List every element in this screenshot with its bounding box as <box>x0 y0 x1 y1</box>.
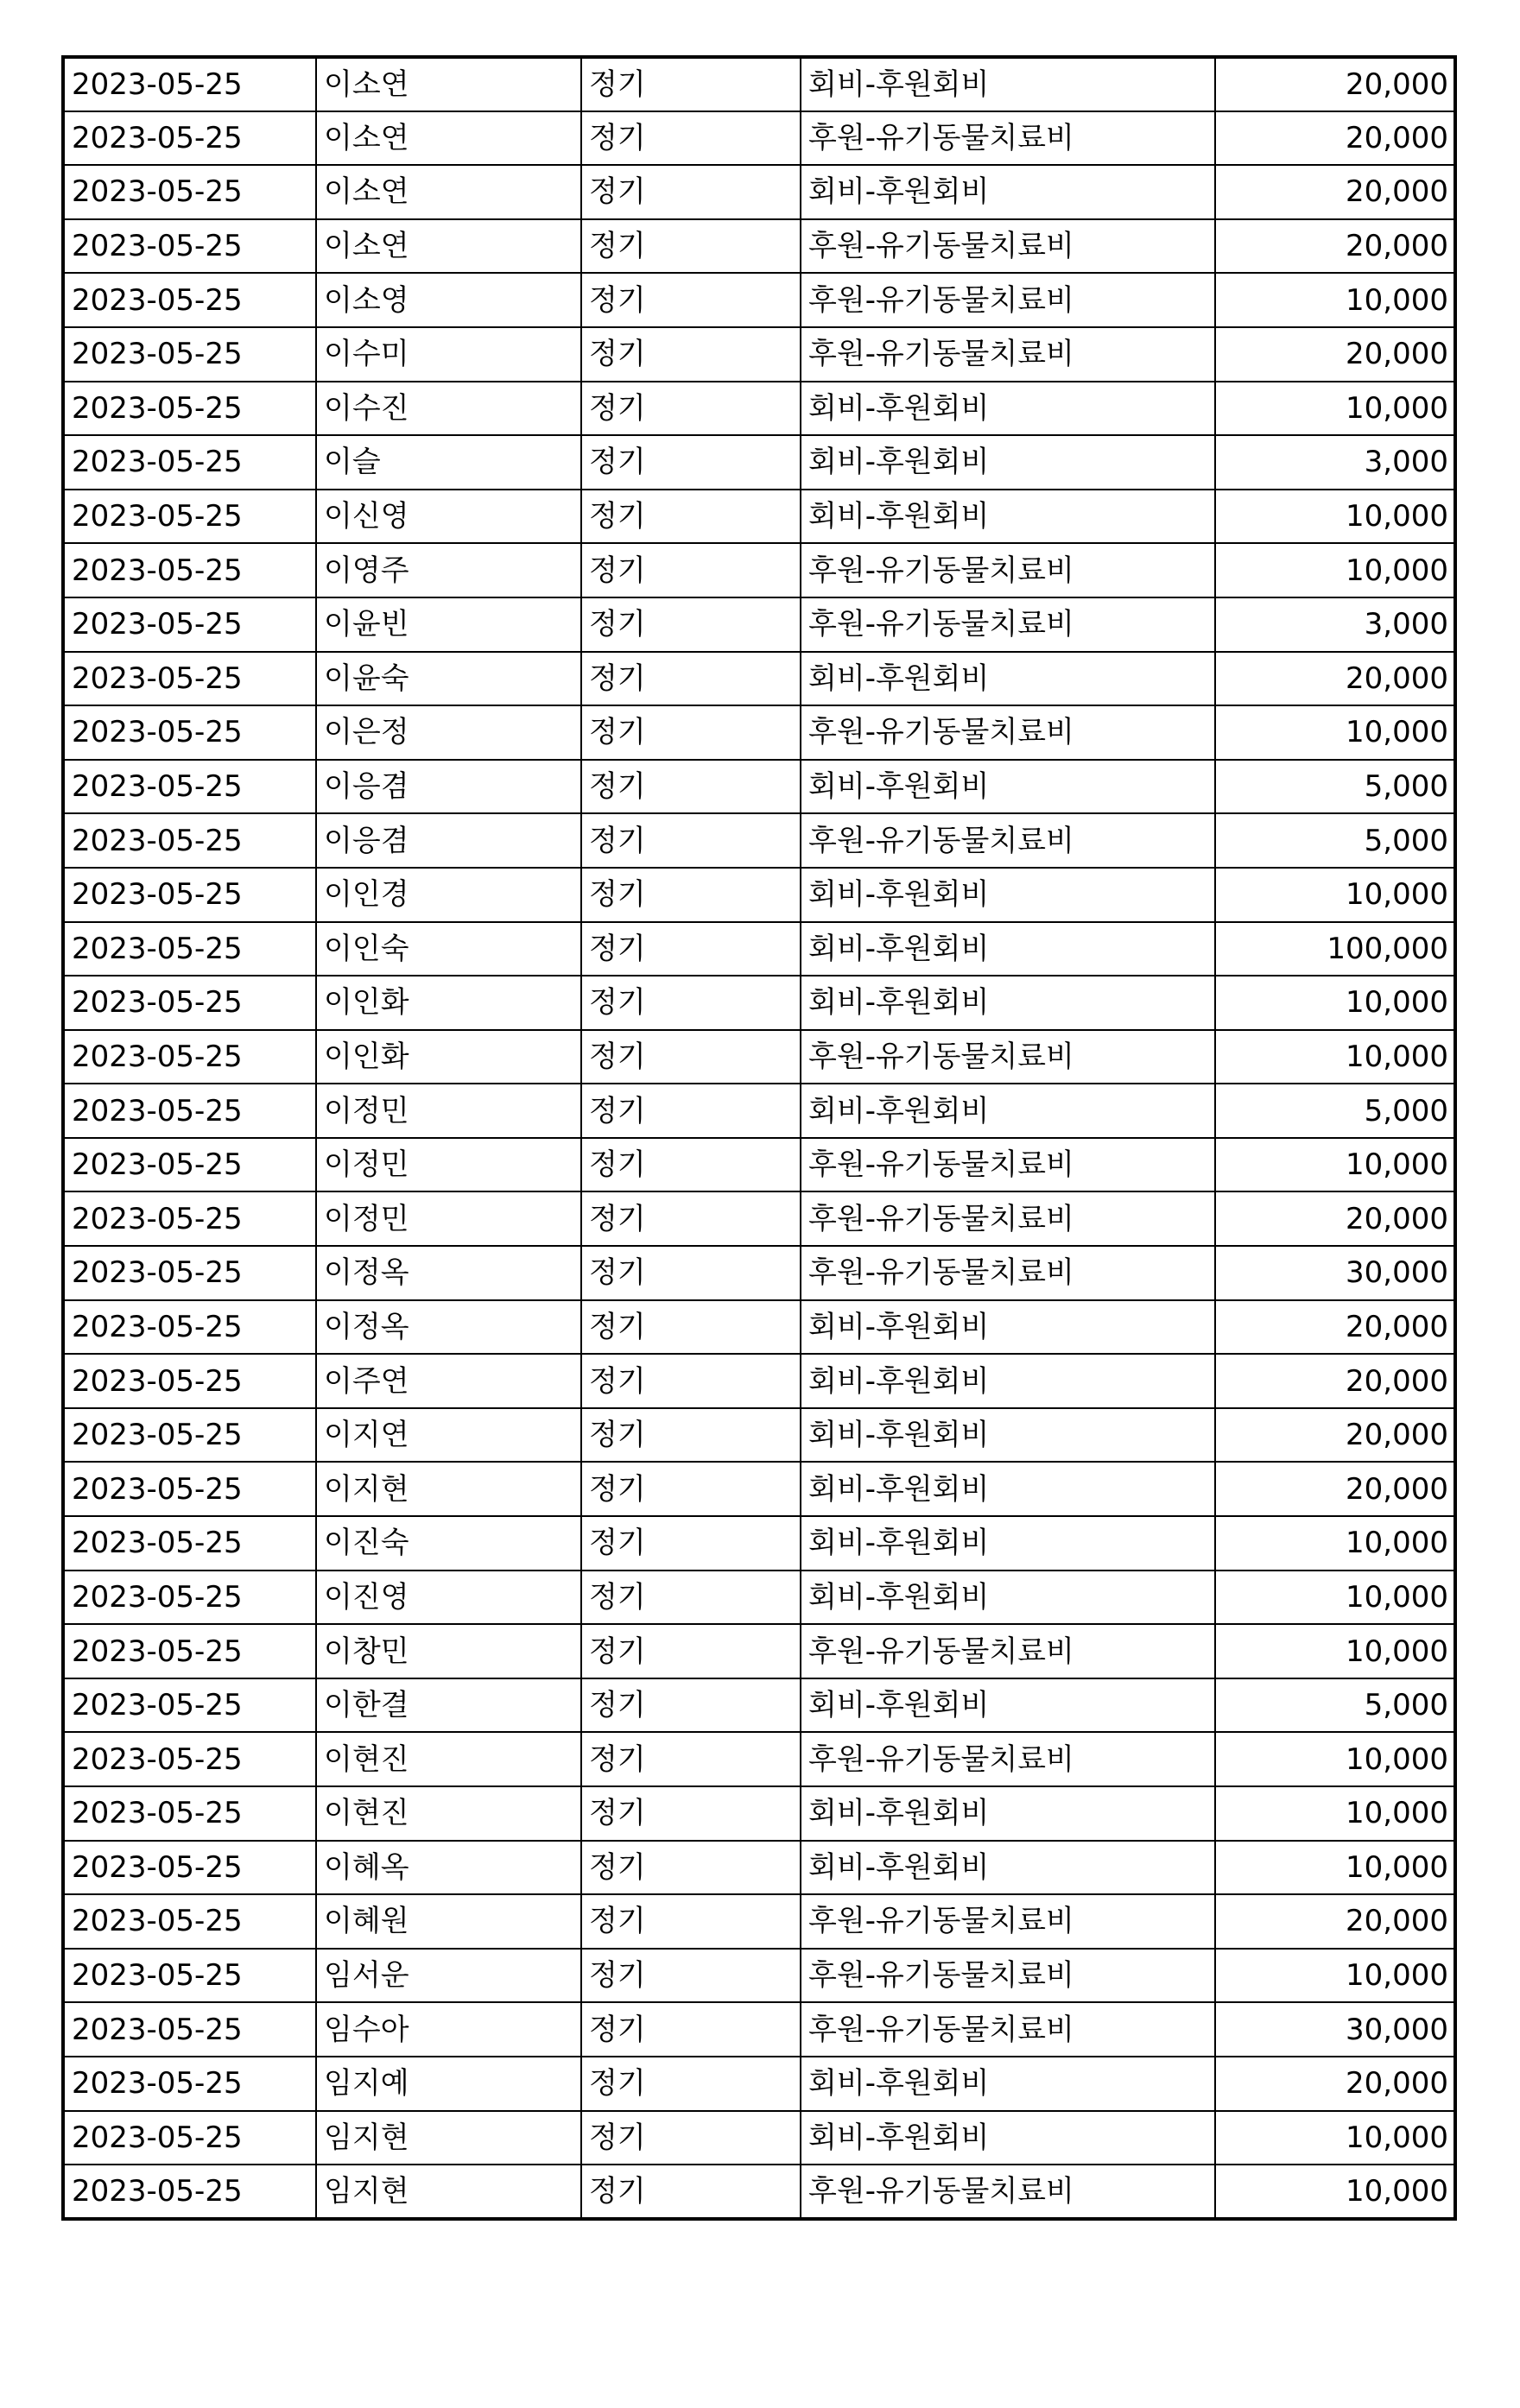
category-cell: 회비-후원회비 <box>801 1084 1215 1138</box>
table-row <box>63 1571 1455 1625</box>
table-row <box>63 1841 1455 1895</box>
date-cell: 2023-05-25 <box>63 597 316 652</box>
donor-name-cell: 임지현 <box>316 2165 581 2219</box>
amount-cell: 30,000 <box>1215 2002 1455 2057</box>
donation-type-cell: 정기 <box>581 760 801 814</box>
table-row <box>63 2111 1455 2165</box>
donor-name-cell: 임수아 <box>316 2002 581 2057</box>
donation-ledger-table <box>61 55 1457 2221</box>
category-cell: 후원-유기동물치료비 <box>801 273 1215 327</box>
category-cell: 회비-후원회비 <box>801 2057 1215 2111</box>
table-row <box>63 1246 1455 1300</box>
donor-name-cell: 이정민 <box>316 1084 581 1138</box>
donation-type-cell: 정기 <box>581 490 801 544</box>
category-cell: 후원-유기동물치료비 <box>801 1624 1215 1678</box>
table-row <box>63 1354 1455 1408</box>
date-cell: 2023-05-25 <box>63 165 316 219</box>
donor-name-cell: 이은정 <box>316 705 581 760</box>
donor-name-cell: 이소연 <box>316 111 581 166</box>
amount-cell: 10,000 <box>1215 2165 1455 2219</box>
date-cell: 2023-05-25 <box>63 1246 316 1300</box>
donation-type-cell: 정기 <box>581 2111 801 2165</box>
amount-cell: 20,000 <box>1215 652 1455 706</box>
donor-name-cell: 이진영 <box>316 1571 581 1625</box>
donor-name-cell: 이윤빈 <box>316 597 581 652</box>
donor-name-cell: 이소연 <box>316 165 581 219</box>
donation-type-cell: 정기 <box>581 1516 801 1571</box>
table-row <box>63 705 1455 760</box>
donation-type-cell: 정기 <box>581 435 801 490</box>
amount-cell: 30,000 <box>1215 1246 1455 1300</box>
table-row <box>63 382 1455 436</box>
donor-name-cell: 이인숙 <box>316 922 581 976</box>
donor-name-cell: 이혜원 <box>316 1894 581 1949</box>
table-row <box>63 976 1455 1030</box>
table-row <box>63 597 1455 652</box>
amount-cell: 10,000 <box>1215 1624 1455 1678</box>
date-cell: 2023-05-25 <box>63 868 316 922</box>
donation-type-cell: 정기 <box>581 327 801 382</box>
donation-type-cell: 정기 <box>581 1732 801 1786</box>
date-cell: 2023-05-25 <box>63 760 316 814</box>
table-row <box>63 327 1455 382</box>
amount-cell: 20,000 <box>1215 219 1455 274</box>
amount-cell: 20,000 <box>1215 57 1455 111</box>
date-cell: 2023-05-25 <box>63 922 316 976</box>
table-row <box>63 1516 1455 1571</box>
table-row <box>63 2165 1455 2219</box>
donation-type-cell: 정기 <box>581 1408 801 1463</box>
amount-cell: 10,000 <box>1215 1138 1455 1192</box>
donation-type-cell: 정기 <box>581 2002 801 2057</box>
amount-cell: 20,000 <box>1215 111 1455 166</box>
date-cell: 2023-05-25 <box>63 1841 316 1895</box>
amount-cell: 5,000 <box>1215 813 1455 868</box>
donor-name-cell: 이창민 <box>316 1624 581 1678</box>
date-cell: 2023-05-25 <box>63 1191 316 1246</box>
amount-cell: 20,000 <box>1215 165 1455 219</box>
category-cell: 회비-후원회비 <box>801 1678 1215 1733</box>
donation-type-cell: 정기 <box>581 1949 801 2003</box>
table-row <box>63 1191 1455 1246</box>
amount-cell: 10,000 <box>1215 976 1455 1030</box>
amount-cell: 20,000 <box>1215 1191 1455 1246</box>
donation-type-cell: 정기 <box>581 219 801 274</box>
table-row <box>63 2002 1455 2057</box>
donation-type-cell: 정기 <box>581 1841 801 1895</box>
amount-cell: 10,000 <box>1215 1516 1455 1571</box>
donation-type-cell: 정기 <box>581 1030 801 1084</box>
donation-type-cell: 정기 <box>581 1678 801 1733</box>
table-row <box>63 219 1455 274</box>
category-cell: 회비-후원회비 <box>801 1786 1215 1841</box>
table-row <box>63 165 1455 219</box>
donation-type-cell: 정기 <box>581 1624 801 1678</box>
donor-name-cell: 이정옥 <box>316 1300 581 1355</box>
amount-cell: 10,000 <box>1215 2111 1455 2165</box>
date-cell: 2023-05-25 <box>63 2057 316 2111</box>
amount-cell: 3,000 <box>1215 597 1455 652</box>
amount-cell: 20,000 <box>1215 2057 1455 2111</box>
amount-cell: 20,000 <box>1215 1894 1455 1949</box>
table-row <box>63 435 1455 490</box>
donation-type-cell: 정기 <box>581 597 801 652</box>
table-row <box>63 1408 1455 1463</box>
table-row <box>63 1300 1455 1355</box>
donation-type-cell: 정기 <box>581 922 801 976</box>
donation-type-cell: 정기 <box>581 1246 801 1300</box>
date-cell: 2023-05-25 <box>63 1408 316 1463</box>
date-cell: 2023-05-25 <box>63 1786 316 1841</box>
category-cell: 회비-후원회비 <box>801 1354 1215 1408</box>
amount-cell: 3,000 <box>1215 435 1455 490</box>
donation-type-cell: 정기 <box>581 2057 801 2111</box>
donor-name-cell: 이진숙 <box>316 1516 581 1571</box>
date-cell: 2023-05-25 <box>63 1732 316 1786</box>
donor-name-cell: 이응겸 <box>316 760 581 814</box>
category-cell: 후원-유기동물치료비 <box>801 2165 1215 2219</box>
category-cell: 후원-유기동물치료비 <box>801 1894 1215 1949</box>
date-cell: 2023-05-25 <box>63 490 316 544</box>
donor-name-cell: 이정민 <box>316 1191 581 1246</box>
date-cell: 2023-05-25 <box>63 273 316 327</box>
donation-type-cell: 정기 <box>581 652 801 706</box>
category-cell: 회비-후원회비 <box>801 1841 1215 1895</box>
date-cell: 2023-05-25 <box>63 543 316 597</box>
category-cell: 후원-유기동물치료비 <box>801 1949 1215 2003</box>
donor-name-cell: 이슬 <box>316 435 581 490</box>
donor-name-cell: 이현진 <box>316 1786 581 1841</box>
category-cell: 회비-후원회비 <box>801 1516 1215 1571</box>
table-row <box>63 1138 1455 1192</box>
donation-type-cell: 정기 <box>581 543 801 597</box>
date-cell: 2023-05-25 <box>63 976 316 1030</box>
date-cell: 2023-05-25 <box>63 57 316 111</box>
donor-name-cell: 이소연 <box>316 219 581 274</box>
donation-type-cell: 정기 <box>581 382 801 436</box>
amount-cell: 10,000 <box>1215 382 1455 436</box>
category-cell: 후원-유기동물치료비 <box>801 705 1215 760</box>
donation-type-cell: 정기 <box>581 1191 801 1246</box>
date-cell: 2023-05-25 <box>63 1084 316 1138</box>
category-cell: 후원-유기동물치료비 <box>801 1138 1215 1192</box>
category-cell: 후원-유기동물치료비 <box>801 1246 1215 1300</box>
table-row <box>63 652 1455 706</box>
donor-name-cell: 이정옥 <box>316 1246 581 1300</box>
category-cell: 회비-후원회비 <box>801 1571 1215 1625</box>
table-row <box>63 1030 1455 1084</box>
donor-name-cell: 임서운 <box>316 1949 581 2003</box>
table-row <box>63 57 1455 111</box>
table-row <box>63 922 1455 976</box>
donor-name-cell: 임지현 <box>316 2111 581 2165</box>
category-cell: 회비-후원회비 <box>801 382 1215 436</box>
donation-type-cell: 정기 <box>581 57 801 111</box>
category-cell: 회비-후원회비 <box>801 165 1215 219</box>
date-cell: 2023-05-25 <box>63 219 316 274</box>
amount-cell: 10,000 <box>1215 1786 1455 1841</box>
amount-cell: 10,000 <box>1215 1841 1455 1895</box>
table-row <box>63 1624 1455 1678</box>
amount-cell: 20,000 <box>1215 1354 1455 1408</box>
category-cell: 후원-유기동물치료비 <box>801 1732 1215 1786</box>
donor-name-cell: 이인화 <box>316 976 581 1030</box>
table-row <box>63 1949 1455 2003</box>
amount-cell: 20,000 <box>1215 1462 1455 1516</box>
date-cell: 2023-05-25 <box>63 1624 316 1678</box>
table-row <box>63 273 1455 327</box>
date-cell: 2023-05-25 <box>63 1300 316 1355</box>
donation-type-cell: 정기 <box>581 1786 801 1841</box>
amount-cell: 100,000 <box>1215 922 1455 976</box>
date-cell: 2023-05-25 <box>63 1138 316 1192</box>
donation-type-cell: 정기 <box>581 705 801 760</box>
donor-name-cell: 이응겸 <box>316 813 581 868</box>
donation-type-cell: 정기 <box>581 1354 801 1408</box>
category-cell: 회비-후원회비 <box>801 922 1215 976</box>
amount-cell: 20,000 <box>1215 1408 1455 1463</box>
date-cell: 2023-05-25 <box>63 1571 316 1625</box>
table-row <box>63 1678 1455 1733</box>
table-row <box>63 1084 1455 1138</box>
table-row <box>63 1462 1455 1516</box>
date-cell: 2023-05-25 <box>63 435 316 490</box>
date-cell: 2023-05-25 <box>63 652 316 706</box>
category-cell: 후원-유기동물치료비 <box>801 111 1215 166</box>
donation-type-cell: 정기 <box>581 1462 801 1516</box>
table-row <box>63 760 1455 814</box>
date-cell: 2023-05-25 <box>63 1354 316 1408</box>
category-cell: 후원-유기동물치료비 <box>801 813 1215 868</box>
amount-cell: 20,000 <box>1215 1300 1455 1355</box>
donation-type-cell: 정기 <box>581 868 801 922</box>
category-cell: 회비-후원회비 <box>801 1408 1215 1463</box>
date-cell: 2023-05-25 <box>63 1678 316 1733</box>
donation-type-cell: 정기 <box>581 1084 801 1138</box>
date-cell: 2023-05-25 <box>63 2165 316 2219</box>
table-row <box>63 543 1455 597</box>
donor-name-cell: 이현진 <box>316 1732 581 1786</box>
amount-cell: 10,000 <box>1215 1949 1455 2003</box>
donation-type-cell: 정기 <box>581 976 801 1030</box>
donor-name-cell: 이혜옥 <box>316 1841 581 1895</box>
donation-type-cell: 정기 <box>581 1300 801 1355</box>
donation-type-cell: 정기 <box>581 1894 801 1949</box>
category-cell: 후원-유기동물치료비 <box>801 1191 1215 1246</box>
table-row <box>63 1894 1455 1949</box>
date-cell: 2023-05-25 <box>63 2111 316 2165</box>
donor-name-cell: 이영주 <box>316 543 581 597</box>
donor-name-cell: 이소영 <box>316 273 581 327</box>
amount-cell: 5,000 <box>1215 1084 1455 1138</box>
donation-type-cell: 정기 <box>581 813 801 868</box>
donation-type-cell: 정기 <box>581 2165 801 2219</box>
category-cell: 회비-후원회비 <box>801 1462 1215 1516</box>
category-cell: 회비-후원회비 <box>801 435 1215 490</box>
donor-name-cell: 이정민 <box>316 1138 581 1192</box>
donor-name-cell: 이지연 <box>316 1408 581 1463</box>
amount-cell: 10,000 <box>1215 868 1455 922</box>
amount-cell: 10,000 <box>1215 1732 1455 1786</box>
donor-name-cell: 이인화 <box>316 1030 581 1084</box>
category-cell: 회비-후원회비 <box>801 760 1215 814</box>
category-cell: 회비-후원회비 <box>801 57 1215 111</box>
table-row <box>63 490 1455 544</box>
donor-name-cell: 이인경 <box>316 868 581 922</box>
donor-name-cell: 이신영 <box>316 490 581 544</box>
category-cell: 후원-유기동물치료비 <box>801 597 1215 652</box>
date-cell: 2023-05-25 <box>63 1894 316 1949</box>
donation-type-cell: 정기 <box>581 1138 801 1192</box>
table-row <box>63 1786 1455 1841</box>
table-row <box>63 813 1455 868</box>
donor-name-cell: 이윤숙 <box>316 652 581 706</box>
date-cell: 2023-05-25 <box>63 1030 316 1084</box>
date-cell: 2023-05-25 <box>63 1949 316 2003</box>
date-cell: 2023-05-25 <box>63 382 316 436</box>
date-cell: 2023-05-25 <box>63 1516 316 1571</box>
amount-cell: 10,000 <box>1215 490 1455 544</box>
donor-name-cell: 이지현 <box>316 1462 581 1516</box>
donation-type-cell: 정기 <box>581 273 801 327</box>
donation-type-cell: 정기 <box>581 165 801 219</box>
amount-cell: 10,000 <box>1215 705 1455 760</box>
donation-type-cell: 정기 <box>581 1571 801 1625</box>
donor-name-cell: 임지예 <box>316 2057 581 2111</box>
amount-cell: 5,000 <box>1215 760 1455 814</box>
amount-cell: 10,000 <box>1215 543 1455 597</box>
amount-cell: 10,000 <box>1215 273 1455 327</box>
table-row <box>63 1732 1455 1786</box>
table-row <box>63 868 1455 922</box>
category-cell: 후원-유기동물치료비 <box>801 2002 1215 2057</box>
date-cell: 2023-05-25 <box>63 1462 316 1516</box>
date-cell: 2023-05-25 <box>63 327 316 382</box>
category-cell: 회비-후원회비 <box>801 976 1215 1030</box>
donor-name-cell: 이수진 <box>316 382 581 436</box>
ledger-body <box>63 57 1455 2219</box>
date-cell: 2023-05-25 <box>63 813 316 868</box>
category-cell: 후원-유기동물치료비 <box>801 327 1215 382</box>
category-cell: 회비-후원회비 <box>801 2111 1215 2165</box>
category-cell: 후원-유기동물치료비 <box>801 543 1215 597</box>
category-cell: 회비-후원회비 <box>801 490 1215 544</box>
category-cell: 후원-유기동물치료비 <box>801 1030 1215 1084</box>
category-cell: 회비-후원회비 <box>801 868 1215 922</box>
amount-cell: 20,000 <box>1215 327 1455 382</box>
category-cell: 회비-후원회비 <box>801 652 1215 706</box>
donation-type-cell: 정기 <box>581 111 801 166</box>
category-cell: 회비-후원회비 <box>801 1300 1215 1355</box>
category-cell: 후원-유기동물치료비 <box>801 219 1215 274</box>
donor-name-cell: 이주연 <box>316 1354 581 1408</box>
amount-cell: 10,000 <box>1215 1571 1455 1625</box>
amount-cell: 5,000 <box>1215 1678 1455 1733</box>
donor-name-cell: 이수미 <box>316 327 581 382</box>
amount-cell: 10,000 <box>1215 1030 1455 1084</box>
date-cell: 2023-05-25 <box>63 2002 316 2057</box>
date-cell: 2023-05-25 <box>63 705 316 760</box>
date-cell: 2023-05-25 <box>63 111 316 166</box>
table-row <box>63 111 1455 166</box>
donor-name-cell: 이소연 <box>316 57 581 111</box>
table-row <box>63 2057 1455 2111</box>
donor-name-cell: 이한결 <box>316 1678 581 1733</box>
